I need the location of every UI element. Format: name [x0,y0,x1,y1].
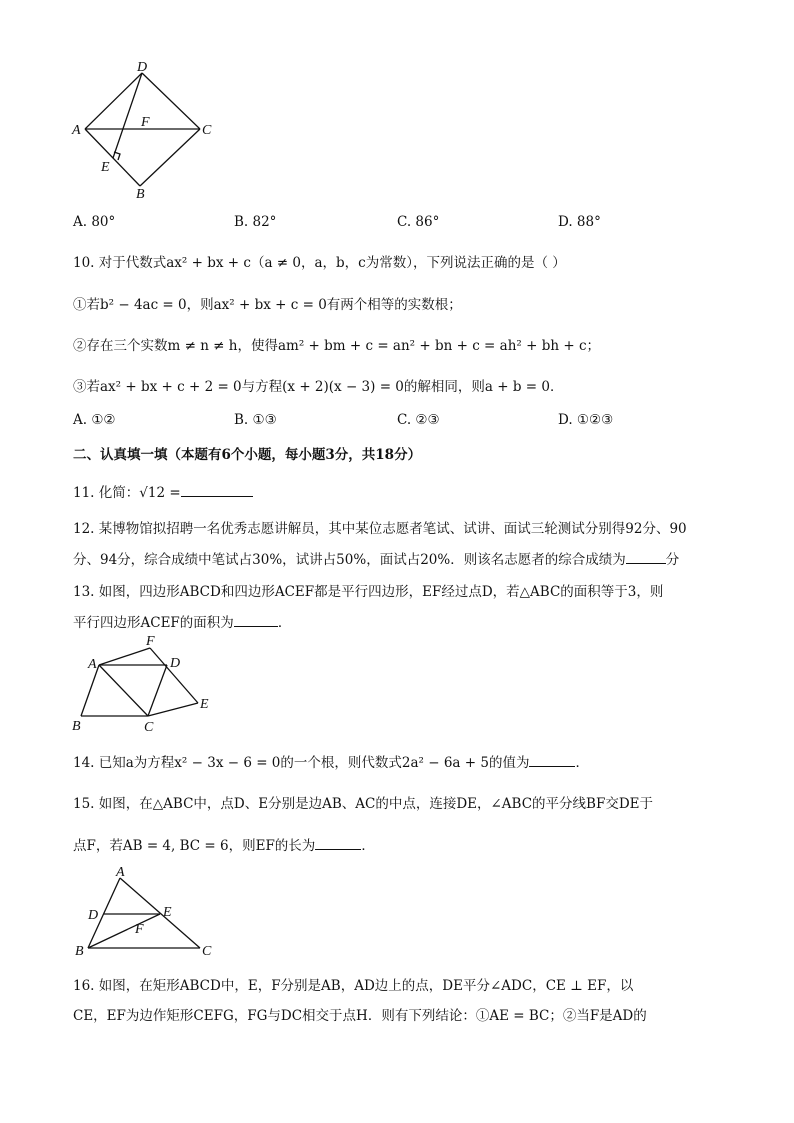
q13-answer-blank[interactable] [234,612,278,627]
q13-line-1: 13. 如图，四边形ABCD和四边形ACEF都是平行四边形，EF经过点D，若△ABC的面积等于3，则 [73,584,664,600]
label-e: E [163,905,172,920]
q12-line-2 [73,548,679,568]
q13-line-2-text: 平行四边形ACEF的面积为 [73,615,234,631]
q10-statement-1: ①若b² − 4ac = 0，则ax² + bx + c = 0有两个相等的实数根； [73,297,462,313]
figure-q15-triangle [68,864,228,964]
label-a: A [88,657,97,672]
label-f: F [141,115,150,130]
q10-stem: 10. 对于代数式ax² + bx + c（a ≠ 0，a，b，c为常数），下列说法正确的是（ ） [73,255,566,271]
q9-option-c: C. 86° [397,214,440,230]
label-b: B [75,944,84,959]
q14-text [73,751,589,771]
label-e: E [200,697,209,712]
label-b: B [72,719,81,734]
label-d: D [137,60,148,75]
label-c: C [202,944,212,959]
q15-end: ． [361,838,375,854]
q9-option-d: D. 88° [558,214,601,230]
q15-line-1: 15. 如图，在△ABC中，点D、E分别是边AB、AC的中点，连接DE，∠ABC的平分线BF交DE于 [73,796,654,812]
q16-line-1: 16. 如图，在矩形ABCD中，E，F分别是AB，AD边上的点，DE平分∠ADC，CE ⊥ EF，以 [73,978,634,994]
label-f: F [146,634,155,649]
q14-end: ． [575,755,589,771]
q10-statement-3: ③若ax² + bx + c + 2 = 0与方程(x + 2)(x − 3) = 0的解相同，则a + b = 0． [73,379,564,395]
q12-line-2-text: 分、94分，综合成绩中笔试占30%，试讲占50%，面试占20%．则该名志愿者的综合成绩为 [73,552,626,568]
q9-option-b: B. 82° [234,214,277,230]
q10-option-d: D. ①②③ [558,412,614,428]
label-f: F [135,922,144,937]
q10-option-a: A. ①② [73,412,116,428]
q15-line-2-text: 点F，若AB = 4, BC = 6，则EF的长为 [73,838,316,854]
q15-line-2 [73,834,375,854]
q16-line-2: CE，EF为边作矩形CEFG，FG与DC相交于点H．则有下列结论：①AE = BC；②当F是AD的 [73,1008,647,1024]
q15-answer-blank[interactable] [315,835,361,850]
label-a: A [116,865,125,880]
q10-option-b: B. ①③ [234,412,277,428]
label-c: C [144,720,154,735]
q13-line-2 [73,611,291,631]
figure-q13-parallelograms [68,632,228,740]
q12-line-1: 12. 某博物馆拟招聘一名优秀志愿讲解员，其中某位志愿者笔试、试讲、面试三轮测试分别得92分、90 [73,521,687,537]
q11-text [73,481,253,501]
q13-end: ． [277,615,292,631]
figure-q9-quadrilateral [60,60,230,205]
section-2-heading: 二、认真填一填（本题有6个小题，每小题3分，共18分） [73,447,422,463]
label-a: A [72,123,81,138]
label-c: C [202,123,212,138]
q10-option-c: C. ②③ [397,412,440,428]
q11-prompt: 11. 化简：√12 = [73,485,181,501]
q12-unit: 分 [665,552,680,568]
label-d: D [88,908,99,923]
q10-statement-2: ②存在三个实数m ≠ n ≠ h，使得am² + bm + c = an² + bn + c = ah² + bh + c； [73,338,601,354]
q9-option-a: A. 80° [73,214,116,230]
q14-prompt: 14. 已知a为方程x² − 3x − 6 = 0的一个根，则代数式2a² − 6a + 5的值为 [73,755,530,771]
label-e: E [101,160,110,175]
q14-answer-blank[interactable] [529,752,575,767]
label-b: B [136,187,145,202]
q12-answer-blank[interactable] [626,549,666,564]
label-d: D [170,656,181,671]
q11-answer-blank[interactable] [181,482,253,497]
